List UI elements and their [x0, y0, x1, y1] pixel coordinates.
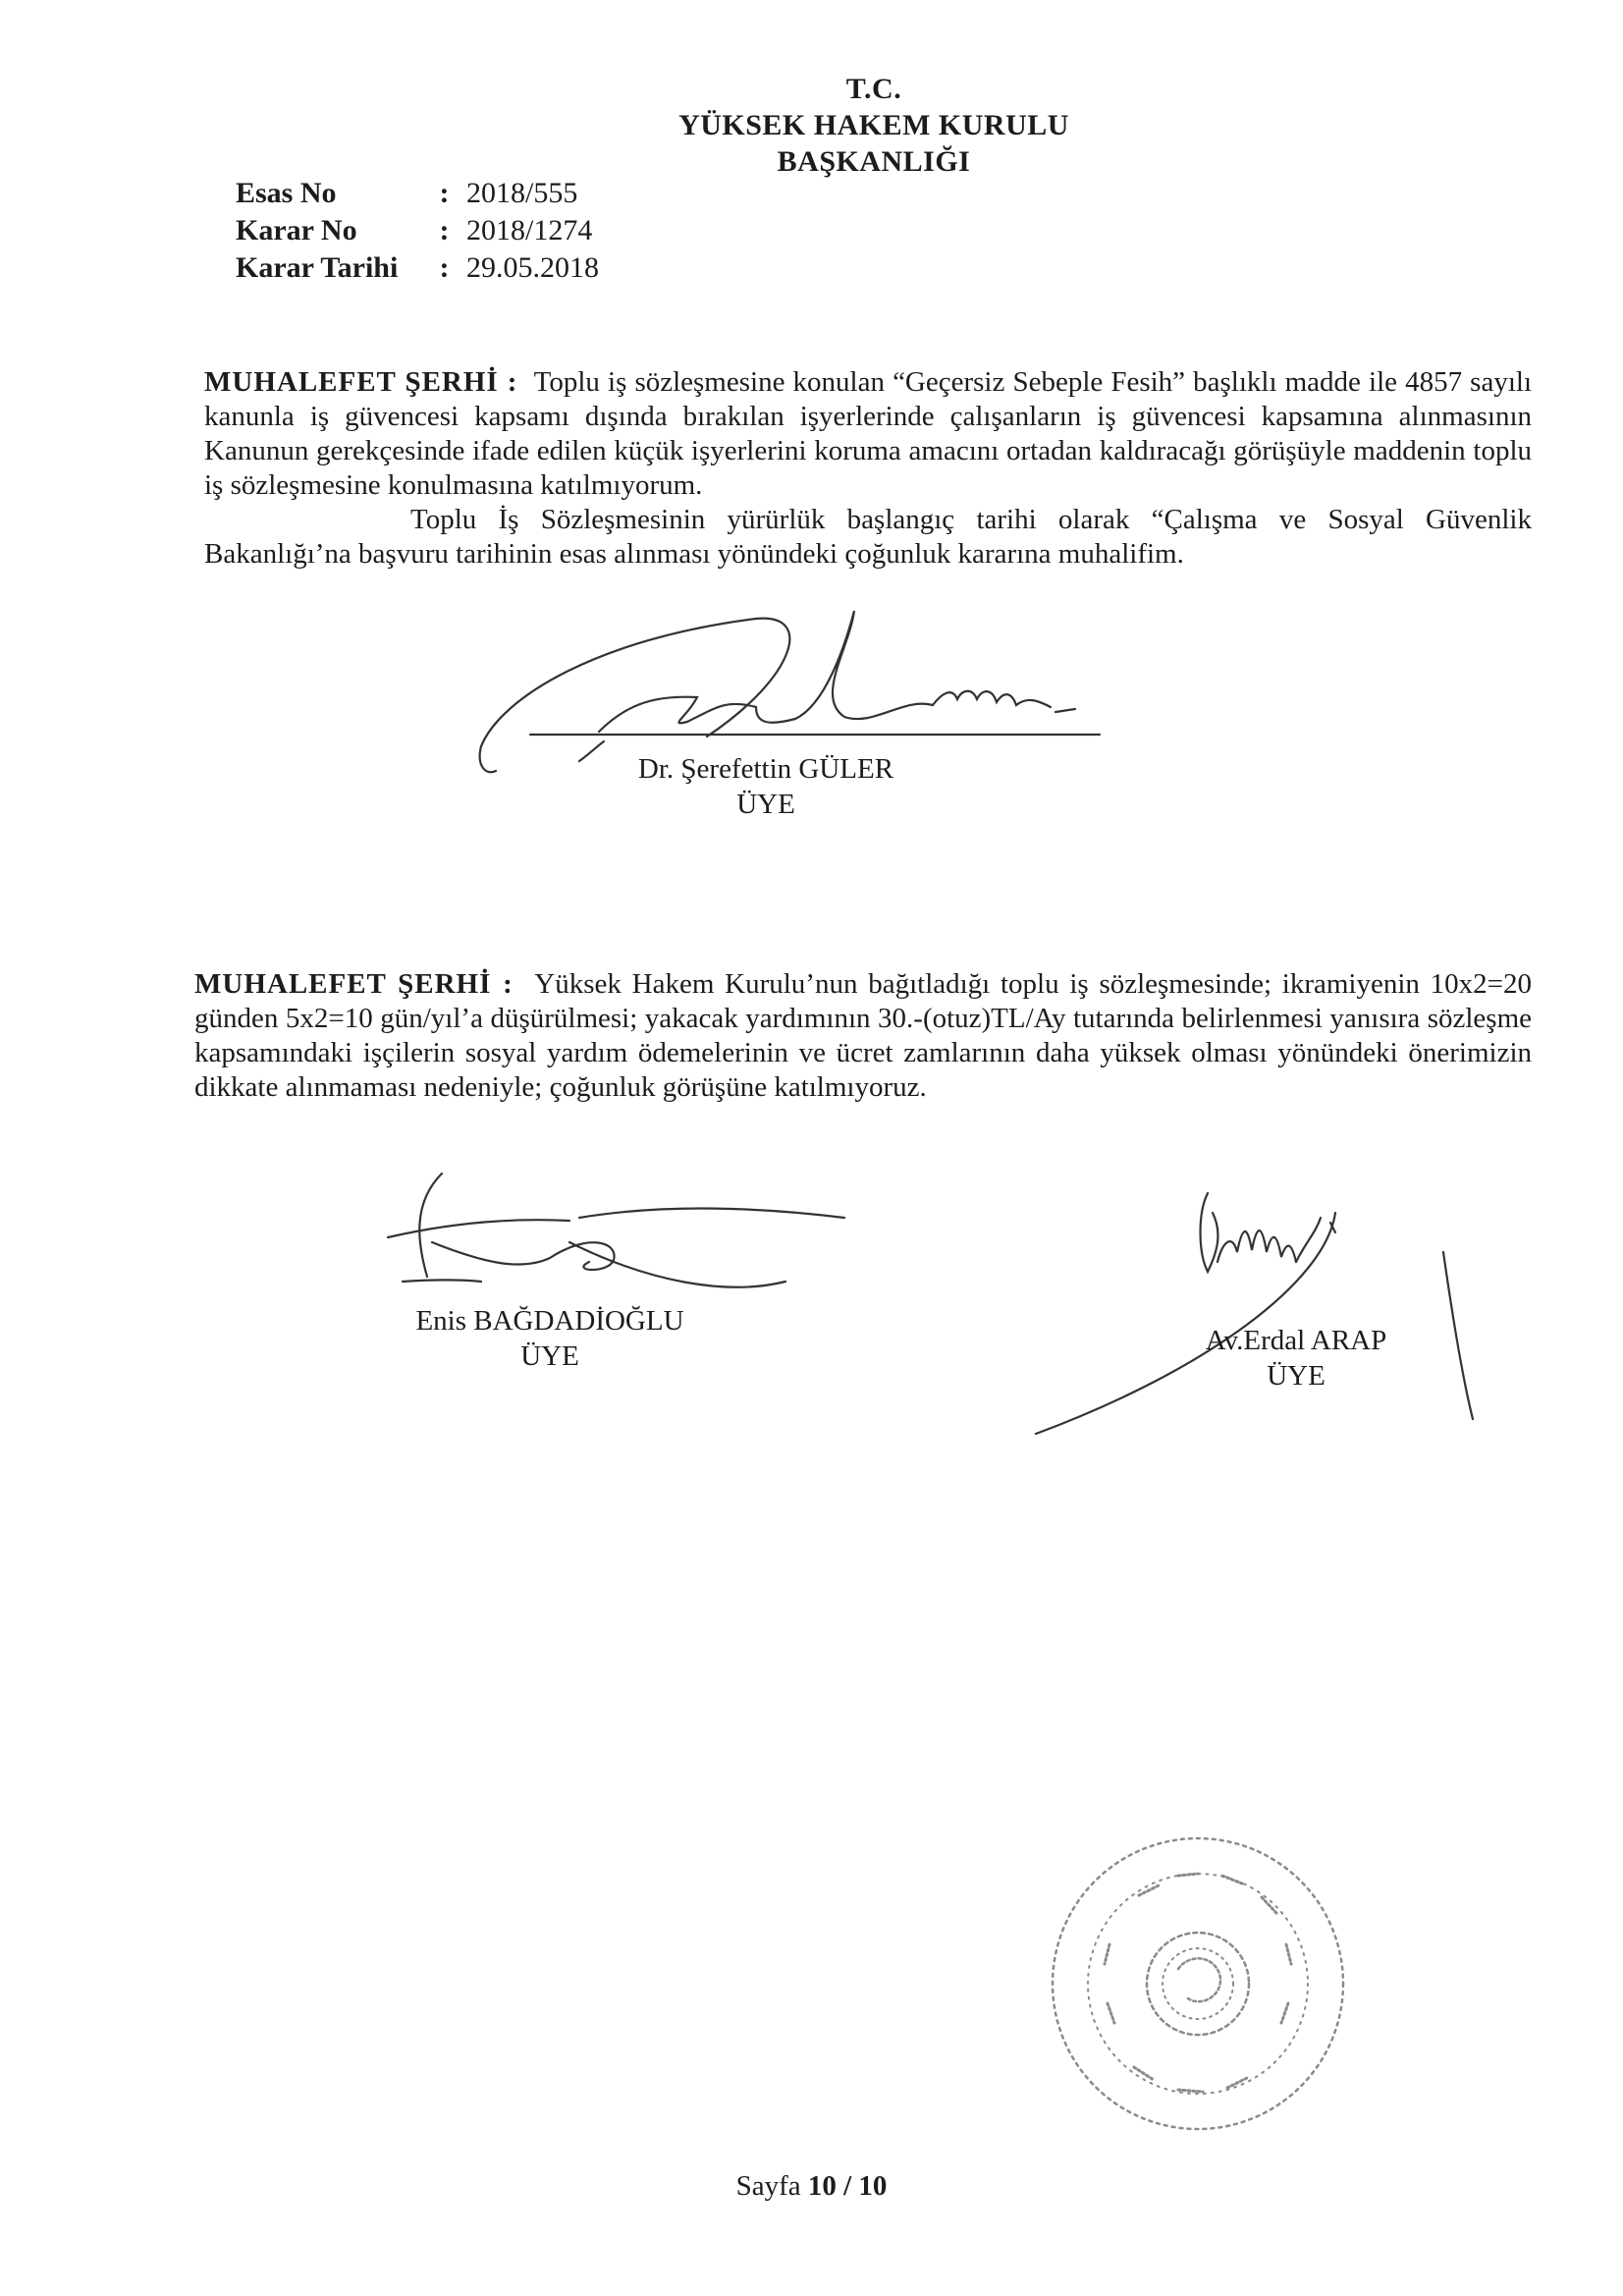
page-number: 10 / 10 [807, 2170, 888, 2202]
signer-name: Enis BAĞDADİOĞLU [415, 1305, 684, 1337]
signer-block-arap [1139, 1323, 1453, 1394]
page-footer [0, 2170, 1623, 2203]
case-info-value: 2018/1274 [466, 214, 593, 246]
signer-name: Dr. Şerefettin GÜLER [637, 753, 894, 785]
case-info-row [236, 212, 663, 249]
case-info-row [236, 175, 663, 212]
header-line-presidency: BAŞKANLIĞI [777, 145, 971, 178]
signer-name: Av.Erdal ARAP [1205, 1325, 1387, 1356]
header-line-tc: T.C. [845, 73, 902, 105]
signer-role: ÜYE [520, 1340, 579, 1372]
dissent-2-title: MUHALEFET ŞERHİ : [194, 968, 514, 1000]
case-info-separator: : [439, 214, 450, 246]
page-label: Sayfa [735, 2170, 801, 2202]
dissent-1-paragraph-2: Toplu İş Sözleşmesinin yürürlük başlangıç tarihi olarak “Çalışma ve Sosyal Güvenlik Bakanlığı’na başvuru tarihinin esas alınması yönündeki çoğunluk kararına muhalifim. [204, 504, 1532, 570]
case-info-value: 2018/555 [466, 177, 578, 209]
dissent-1-paragraph-1 [204, 365, 1532, 503]
dissent-2-text [194, 967, 1532, 1105]
dissent-1-body-1: Toplu iş sözleşmesine konulan “Geçersiz Sebeple Fesih” başlıklı madde ile 4857 sayılı kanunla iş güvencesi kapsamı dışında bırakılan işyerlerinde çalışanların iş güvencesi kapsamına alınmasının Kanunun gerekçesinde ifade edilen küçük işyerlerini koruma amacını ortadan kaldıracağı görüşüyle maddenin toplu iş sözleşmesine konulmasına katılmıyorum. [204, 366, 1533, 501]
header-line-institution: YÜKSEK HAKEM KURULU [678, 109, 1069, 141]
case-info-block [236, 175, 663, 287]
case-info-separator: : [439, 251, 450, 284]
case-info-label: Karar No [236, 214, 357, 246]
case-info-row [236, 249, 663, 287]
signature-bagdadioglu [373, 1164, 864, 1311]
case-info-label: Karar Tarihi [236, 251, 399, 284]
signer-role: ÜYE [736, 789, 795, 820]
signer-role: ÜYE [1267, 1360, 1325, 1392]
dissent-1-text [204, 365, 1532, 572]
case-info-separator: : [439, 177, 450, 209]
official-seal-stamp [1041, 1827, 1355, 2141]
dissent-1-title: MUHALEFET ŞERHİ : [204, 366, 518, 398]
signature-arap [1011, 1174, 1502, 1468]
case-info-value: 29.05.2018 [466, 251, 599, 284]
case-info-label: Esas No [236, 177, 337, 209]
signer-block-bagdadioglu [344, 1303, 756, 1374]
dissent-2-body: Yüksek Hakem Kurulu’nun bağıtladığı toplu iş sözleşmesinde; ikramiyenin 10x2=20 günden 5x2=10 gün/yıl’a düşürülmesi; yakacak yardımının 30.-(otuz)TL/Ay tutarında belirlenmesi yanısıra sözleşme kapsamındaki işçilerin sosyal yardım ödemelerinin ve ücret zamlarının daha yüksek olması yönündeki önerimizin dikkate alınmaması nedeniyle; çoğunluk görüşüne katılmıyoruz. [194, 968, 1532, 1103]
signer-block-guler [550, 751, 982, 822]
document-header [550, 71, 1198, 180]
